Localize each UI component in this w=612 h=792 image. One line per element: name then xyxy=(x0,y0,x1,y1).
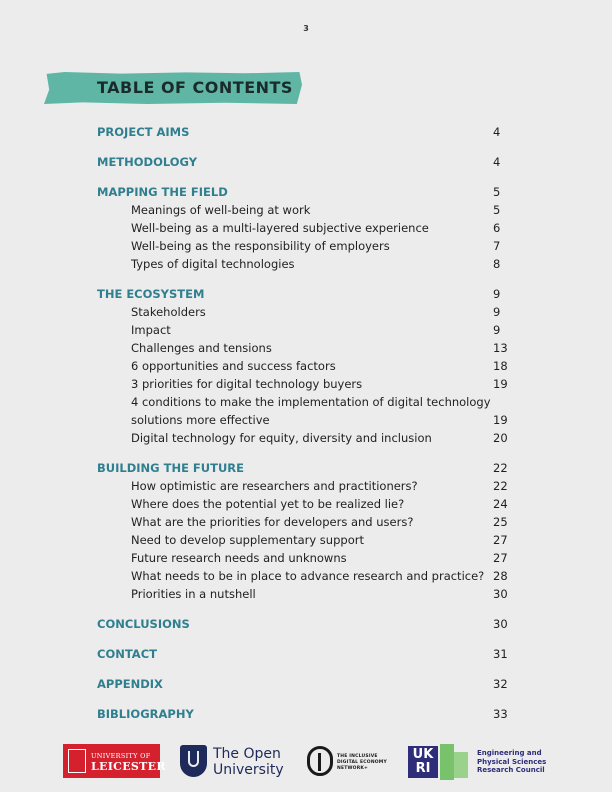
toc-page-number: 8 xyxy=(493,257,501,271)
inclusive-logo-line3: NETWORK+ xyxy=(337,766,369,771)
toc-label: How optimistic are researchers and practitioners? xyxy=(131,479,418,493)
toc-page-number: 6 xyxy=(493,221,501,235)
toc-page-number: 9 xyxy=(493,287,501,301)
page-number: 3 xyxy=(303,24,309,33)
ukri-line2: RI xyxy=(415,761,431,776)
toc-page-number: 33 xyxy=(493,707,508,721)
toc-label: Meanings of well-being at work xyxy=(131,203,311,217)
epsrc-line1: Engineering and xyxy=(477,749,542,757)
toc-section xyxy=(0,123,612,141)
toc-entry xyxy=(0,237,612,255)
toc-page-number: 24 xyxy=(493,497,508,511)
open-university-line2: University xyxy=(213,762,284,778)
crest-icon xyxy=(68,749,86,773)
toc-section xyxy=(0,705,612,723)
epsrc-line3: Research Council xyxy=(477,766,545,774)
toc-label: Challenges and tensions xyxy=(131,341,272,355)
ukri-block xyxy=(408,746,438,778)
toc-label: METHODOLOGY xyxy=(97,155,198,169)
toc-label: What needs to be in place to advance research and practice? xyxy=(131,569,485,583)
shield-icon xyxy=(180,745,207,777)
toc-page-number: 4 xyxy=(493,155,501,169)
toc-page-number: 22 xyxy=(493,479,508,493)
toc-section xyxy=(0,285,612,303)
toc-entry xyxy=(0,549,612,567)
toc-label: CONCLUSIONS xyxy=(97,617,190,631)
toc-label: Impact xyxy=(131,323,171,337)
toc-label: Future research needs and unknowns xyxy=(131,551,347,565)
inclusive-digital-economy-logo xyxy=(307,746,397,778)
network-mark-icon xyxy=(307,746,333,776)
toc-page-number: 30 xyxy=(493,587,508,601)
toc-label: Where does the potential yet to be realized lie? xyxy=(131,497,405,511)
toc-label: CONTACT xyxy=(97,647,157,661)
ukri-light-green-bar xyxy=(454,752,468,778)
toc-page-number: 32 xyxy=(493,677,508,691)
toc-label: Well-being as a multi-layered subjective experience xyxy=(131,221,429,235)
toc-page-number: 5 xyxy=(493,203,501,217)
inclusive-logo-line2: DIGITAL ECONOMY xyxy=(337,760,387,765)
toc-entry xyxy=(0,429,612,447)
toc-label: solutions more effective xyxy=(131,413,270,427)
epsrc-line2: Physical Sciences xyxy=(477,757,547,766)
toc-section xyxy=(0,153,612,171)
toc-page-number: 25 xyxy=(493,515,508,529)
toc-page-number: 27 xyxy=(493,533,508,547)
toc-label: APPENDIX xyxy=(97,677,163,691)
toc-page-number: 7 xyxy=(493,239,501,253)
open-university-logo xyxy=(180,744,290,780)
toc-entry xyxy=(0,585,612,603)
toc-page-number: 27 xyxy=(493,551,508,565)
toc-page-number: 4 xyxy=(493,125,501,139)
university-of-leicester-logo xyxy=(63,744,166,778)
toc-label: PROJECT AIMS xyxy=(97,125,190,139)
toc-section xyxy=(0,615,612,633)
toc-section xyxy=(0,645,612,663)
toc-entry xyxy=(0,513,612,531)
toc-label: Stakeholders xyxy=(131,305,206,319)
toc-entry xyxy=(0,477,612,495)
toc-page-number: 20 xyxy=(493,431,508,445)
toc-entry xyxy=(0,321,612,339)
toc-label: 4 conditions to make the implementation of digital technology xyxy=(131,395,491,409)
page-title: TABLE OF CONTENTS xyxy=(97,78,293,97)
toc-entry xyxy=(0,303,612,321)
toc-entry xyxy=(0,339,612,357)
toc-page-number: 9 xyxy=(493,323,501,337)
toc-page-number: 22 xyxy=(493,461,508,475)
inclusive-logo-line1: THE INCLUSIVE xyxy=(337,754,378,759)
open-university-line1: The Open xyxy=(213,746,281,762)
toc-page-number: 5 xyxy=(493,185,501,199)
ukri-line1: UK xyxy=(412,747,434,762)
toc-entry xyxy=(0,219,612,237)
toc-page-number: 19 xyxy=(493,377,508,391)
toc-section xyxy=(0,183,612,201)
toc-page-number: 28 xyxy=(493,569,508,583)
toc-label: 3 priorities for digital technology buyers xyxy=(131,377,363,391)
toc-page-number: 9 xyxy=(493,305,501,319)
epsrc-logo xyxy=(477,749,567,779)
toc-label: BUILDING THE FUTURE xyxy=(97,461,245,475)
footer-logos xyxy=(0,742,612,782)
toc-entry xyxy=(0,411,612,429)
toc-entry xyxy=(0,393,612,411)
toc-page-number: 19 xyxy=(493,413,508,427)
leicester-logo-line1: UNIVERSITY OF xyxy=(91,752,151,760)
toc-entry xyxy=(0,375,612,393)
toc-entry xyxy=(0,531,612,549)
toc-label: Well-being as the responsibility of employers xyxy=(131,239,390,253)
toc-section xyxy=(0,459,612,477)
toc-entry xyxy=(0,201,612,219)
toc-entry xyxy=(0,357,612,375)
ukri-logo xyxy=(408,744,470,780)
ukri-green-bar xyxy=(440,744,454,780)
toc-label: MAPPING THE FIELD xyxy=(97,185,228,199)
toc-entry xyxy=(0,495,612,513)
toc-page-number: 31 xyxy=(493,647,508,661)
toc-label: Need to develop supplementary support xyxy=(131,533,364,547)
toc-page-number: 30 xyxy=(493,617,508,631)
toc-section xyxy=(0,675,612,693)
toc-entry xyxy=(0,567,612,585)
toc-label: Priorities in a nutshell xyxy=(131,587,256,601)
toc-label: THE ECOSYSTEM xyxy=(97,287,205,301)
toc-label: 6 opportunities and success factors xyxy=(131,359,336,373)
toc-page-number: 18 xyxy=(493,359,508,373)
toc-label: BIBLIOGRAPHY xyxy=(97,707,194,721)
toc-entry xyxy=(0,255,612,273)
toc-label: What are the priorities for developers and users? xyxy=(131,515,414,529)
toc-page-number: 13 xyxy=(493,341,508,355)
toc-label: Types of digital technologies xyxy=(131,257,295,271)
toc-label: Digital technology for equity, diversity and inclusion xyxy=(131,431,432,445)
leicester-logo-line2: LEICESTER xyxy=(91,760,166,773)
